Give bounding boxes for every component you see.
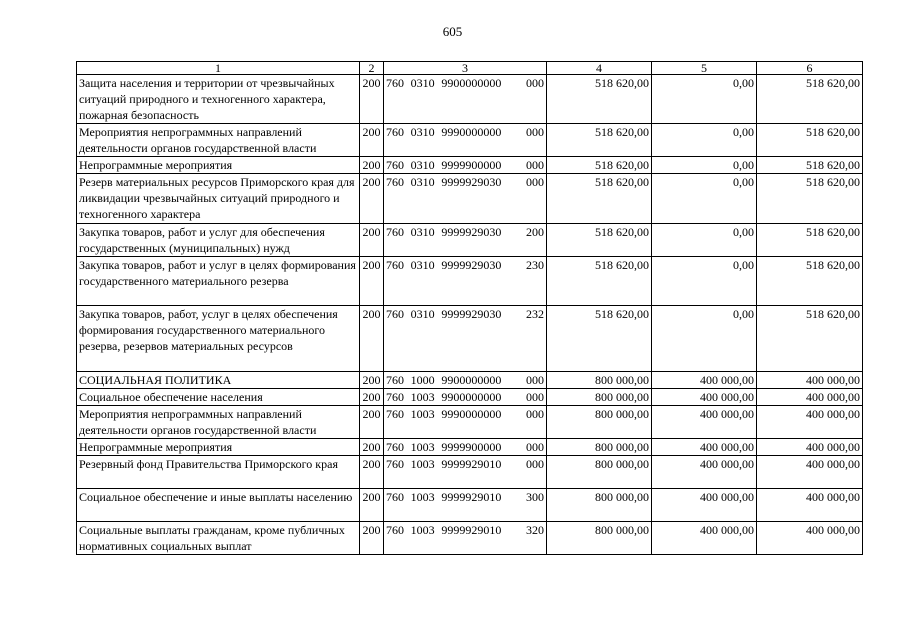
expense-name-cell: Мероприятия непрограммных направлений деятельности органов государственной власти (77, 124, 360, 157)
table-row (77, 174, 863, 224)
department-code: 760 (386, 457, 404, 471)
column-header: 5 (652, 62, 757, 75)
expense-type-code: 000 (525, 373, 544, 387)
table-row (77, 372, 863, 389)
expense-type-code: 000 (525, 76, 544, 90)
amount-col6-cell: 518 620,00 (757, 306, 863, 372)
target-code: 9900000000 (441, 390, 502, 404)
expense-name-cell: Резервный фонд Правительства Приморского края (77, 456, 360, 489)
column-2-cell: 200 (360, 75, 384, 124)
expense-name-cell: Закупка товаров, работ и услуг для обеспечения государственных (муниципальных) нужд (77, 224, 360, 257)
expense-name-cell: Социальные выплаты гражданам, кроме публичных нормативных социальных выплат (77, 522, 360, 555)
target-code: 9990000000 (441, 125, 502, 139)
table-row (77, 306, 863, 372)
amount-col6-cell: 400 000,00 (757, 489, 863, 522)
table-row (77, 439, 863, 456)
target-code: 9999929010 (441, 523, 502, 537)
table-row (77, 522, 863, 555)
section-code: 0310 (410, 158, 435, 172)
amount-col5-cell: 0,00 (652, 75, 757, 124)
section-code: 1003 (410, 407, 435, 421)
expense-name-cell: Социальное обеспечение населения (77, 389, 360, 406)
table-row (77, 124, 863, 157)
amount-col5-cell: 0,00 (652, 257, 757, 306)
amount-col5-cell: 0,00 (652, 124, 757, 157)
amount-col5-cell: 0,00 (652, 174, 757, 224)
amount-col5-cell: 400 000,00 (652, 372, 757, 389)
budget-code-cell (384, 439, 547, 456)
amount-col6-cell: 400 000,00 (757, 522, 863, 555)
amount-col5-cell: 400 000,00 (652, 489, 757, 522)
amount-col6-cell: 400 000,00 (757, 372, 863, 389)
amount-col6-cell: 518 620,00 (757, 257, 863, 306)
column-header: 6 (757, 62, 863, 75)
page-number: 605 (442, 24, 463, 39)
header-row (77, 62, 863, 75)
target-code: 9999929030 (441, 225, 502, 239)
section-code: 1003 (410, 390, 435, 404)
amount-col4-cell: 800 000,00 (547, 406, 652, 439)
budget-table (76, 61, 863, 555)
amount-col6-cell: 400 000,00 (757, 439, 863, 456)
section-code: 0310 (410, 307, 435, 321)
amount-col6-cell: 400 000,00 (757, 389, 863, 406)
expense-type-code: 000 (525, 457, 544, 471)
column-2-cell: 200 (360, 306, 384, 372)
amount-col4-cell: 800 000,00 (547, 522, 652, 555)
expense-name-cell: Резерв материальных ресурсов Приморского края для ликвидации чрезвычайных ситуаций природного и техногенного характера (77, 174, 360, 224)
department-code: 760 (386, 523, 404, 537)
expense-type-code: 000 (525, 407, 544, 421)
section-code: 1003 (410, 490, 435, 504)
section-code: 1003 (410, 440, 435, 454)
expense-name-cell: Закупка товаров, работ и услуг в целях формирования государственного материального резерва (77, 257, 360, 306)
amount-col5-cell: 0,00 (652, 157, 757, 174)
amount-col4-cell: 800 000,00 (547, 389, 652, 406)
column-2-cell: 200 (360, 124, 384, 157)
column-header: 3 (384, 62, 547, 75)
amount-col4-cell: 518 620,00 (547, 124, 652, 157)
department-code: 760 (386, 490, 404, 504)
amount-col4-cell: 518 620,00 (547, 174, 652, 224)
amount-col4-cell: 800 000,00 (547, 489, 652, 522)
amount-col5-cell: 400 000,00 (652, 389, 757, 406)
section-code: 1003 (410, 523, 435, 537)
section-code: 0310 (410, 125, 435, 139)
budget-code-cell (384, 174, 547, 224)
amount-col6-cell: 518 620,00 (757, 157, 863, 174)
expense-type-code: 000 (525, 390, 544, 404)
target-code: 9999900000 (441, 440, 502, 454)
department-code: 760 (386, 258, 404, 272)
section-code: 0310 (410, 225, 435, 239)
table-row (77, 224, 863, 257)
department-code: 760 (386, 76, 404, 90)
department-code: 760 (386, 440, 404, 454)
target-code: 9990000000 (441, 407, 502, 421)
budget-code-cell (384, 157, 547, 174)
table-row (77, 456, 863, 489)
table-row (77, 75, 863, 124)
amount-col4-cell: 518 620,00 (547, 157, 652, 174)
section-code: 1000 (410, 373, 435, 387)
department-code: 760 (386, 125, 404, 139)
expense-name-cell: СОЦИАЛЬНАЯ ПОЛИТИКА (77, 372, 360, 389)
target-code: 9999929030 (441, 307, 502, 321)
amount-col5-cell: 0,00 (652, 224, 757, 257)
amount-col6-cell: 518 620,00 (757, 75, 863, 124)
expense-type-code: 000 (525, 158, 544, 172)
budget-code-cell (384, 522, 547, 555)
amount-col5-cell: 400 000,00 (652, 522, 757, 555)
department-code: 760 (386, 373, 404, 387)
column-2-cell: 200 (360, 522, 384, 555)
column-2-cell: 200 (360, 224, 384, 257)
department-code: 760 (386, 307, 404, 321)
expense-name-cell: Мероприятия непрограммных направлений деятельности органов государственной власти (77, 406, 360, 439)
budget-code-cell (384, 75, 547, 124)
column-2-cell: 200 (360, 489, 384, 522)
department-code: 760 (386, 407, 404, 421)
budget-code-cell (384, 306, 547, 372)
expense-type-code: 300 (525, 490, 544, 504)
amount-col4-cell: 800 000,00 (547, 439, 652, 456)
column-2-cell: 200 (360, 257, 384, 306)
amount-col6-cell: 400 000,00 (757, 456, 863, 489)
target-code: 9999929030 (441, 175, 502, 189)
amount-col4-cell: 518 620,00 (547, 306, 652, 372)
column-2-cell: 200 (360, 439, 384, 456)
table-row (77, 389, 863, 406)
budget-code-cell (384, 224, 547, 257)
target-code: 9900000000 (441, 373, 502, 387)
section-code: 0310 (410, 258, 435, 272)
expense-type-code: 000 (525, 440, 544, 454)
amount-col4-cell: 800 000,00 (547, 456, 652, 489)
column-header: 2 (360, 62, 384, 75)
expense-name-cell: Защита населения и территории от чрезвычайных ситуаций природного и техногенного характера, пожарная безопасность (77, 75, 360, 124)
expense-name-cell: Социальное обеспечение и иные выплаты населению (77, 489, 360, 522)
department-code: 760 (386, 175, 404, 189)
target-code: 9900000000 (441, 76, 502, 90)
expense-name-cell: Непрограммные мероприятия (77, 157, 360, 174)
target-code: 9999900000 (441, 158, 502, 172)
column-2-cell: 200 (360, 406, 384, 439)
department-code: 760 (386, 225, 404, 239)
amount-col6-cell: 518 620,00 (757, 174, 863, 224)
expense-type-code: 232 (525, 307, 544, 321)
expense-type-code: 320 (525, 523, 544, 537)
table-row (77, 489, 863, 522)
budget-code-cell (384, 257, 547, 306)
section-code: 1003 (410, 457, 435, 471)
budget-code-cell (384, 372, 547, 389)
amount-col4-cell: 800 000,00 (547, 372, 652, 389)
budget-code-cell (384, 406, 547, 439)
column-header: 1 (77, 62, 360, 75)
amount-col5-cell: 400 000,00 (652, 439, 757, 456)
section-code: 0310 (410, 175, 435, 189)
department-code: 760 (386, 390, 404, 404)
expense-type-code: 200 (525, 225, 544, 239)
amount-col4-cell: 518 620,00 (547, 257, 652, 306)
target-code: 9999929010 (441, 490, 502, 504)
section-code: 0310 (410, 76, 435, 90)
expense-type-code: 000 (525, 125, 544, 139)
amount-col6-cell: 518 620,00 (757, 124, 863, 157)
amount-col5-cell: 400 000,00 (652, 456, 757, 489)
column-2-cell: 200 (360, 157, 384, 174)
column-2-cell: 200 (360, 372, 384, 389)
column-header: 4 (547, 62, 652, 75)
amount-col5-cell: 400 000,00 (652, 406, 757, 439)
target-code: 9999929030 (441, 258, 502, 272)
amount-col5-cell: 0,00 (652, 306, 757, 372)
table-row (77, 157, 863, 174)
table-row (77, 406, 863, 439)
budget-code-cell (384, 124, 547, 157)
table-row (77, 257, 863, 306)
column-2-cell: 200 (360, 174, 384, 224)
budget-code-cell (384, 389, 547, 406)
amount-col4-cell: 518 620,00 (547, 224, 652, 257)
budget-code-cell (384, 489, 547, 522)
target-code: 9999929010 (441, 457, 502, 471)
expense-type-code: 000 (525, 175, 544, 189)
column-2-cell: 200 (360, 389, 384, 406)
department-code: 760 (386, 158, 404, 172)
amount-col6-cell: 518 620,00 (757, 224, 863, 257)
budget-code-cell (384, 456, 547, 489)
column-2-cell: 200 (360, 456, 384, 489)
expense-name-cell: Закупка товаров, работ, услуг в целях обеспечения формирования государственного материального резерва, резервов материальных ресурсов (77, 306, 360, 372)
amount-col6-cell: 400 000,00 (757, 406, 863, 439)
amount-col4-cell: 518 620,00 (547, 75, 652, 124)
expense-type-code: 230 (525, 258, 544, 272)
expense-name-cell: Непрограммные мероприятия (77, 439, 360, 456)
